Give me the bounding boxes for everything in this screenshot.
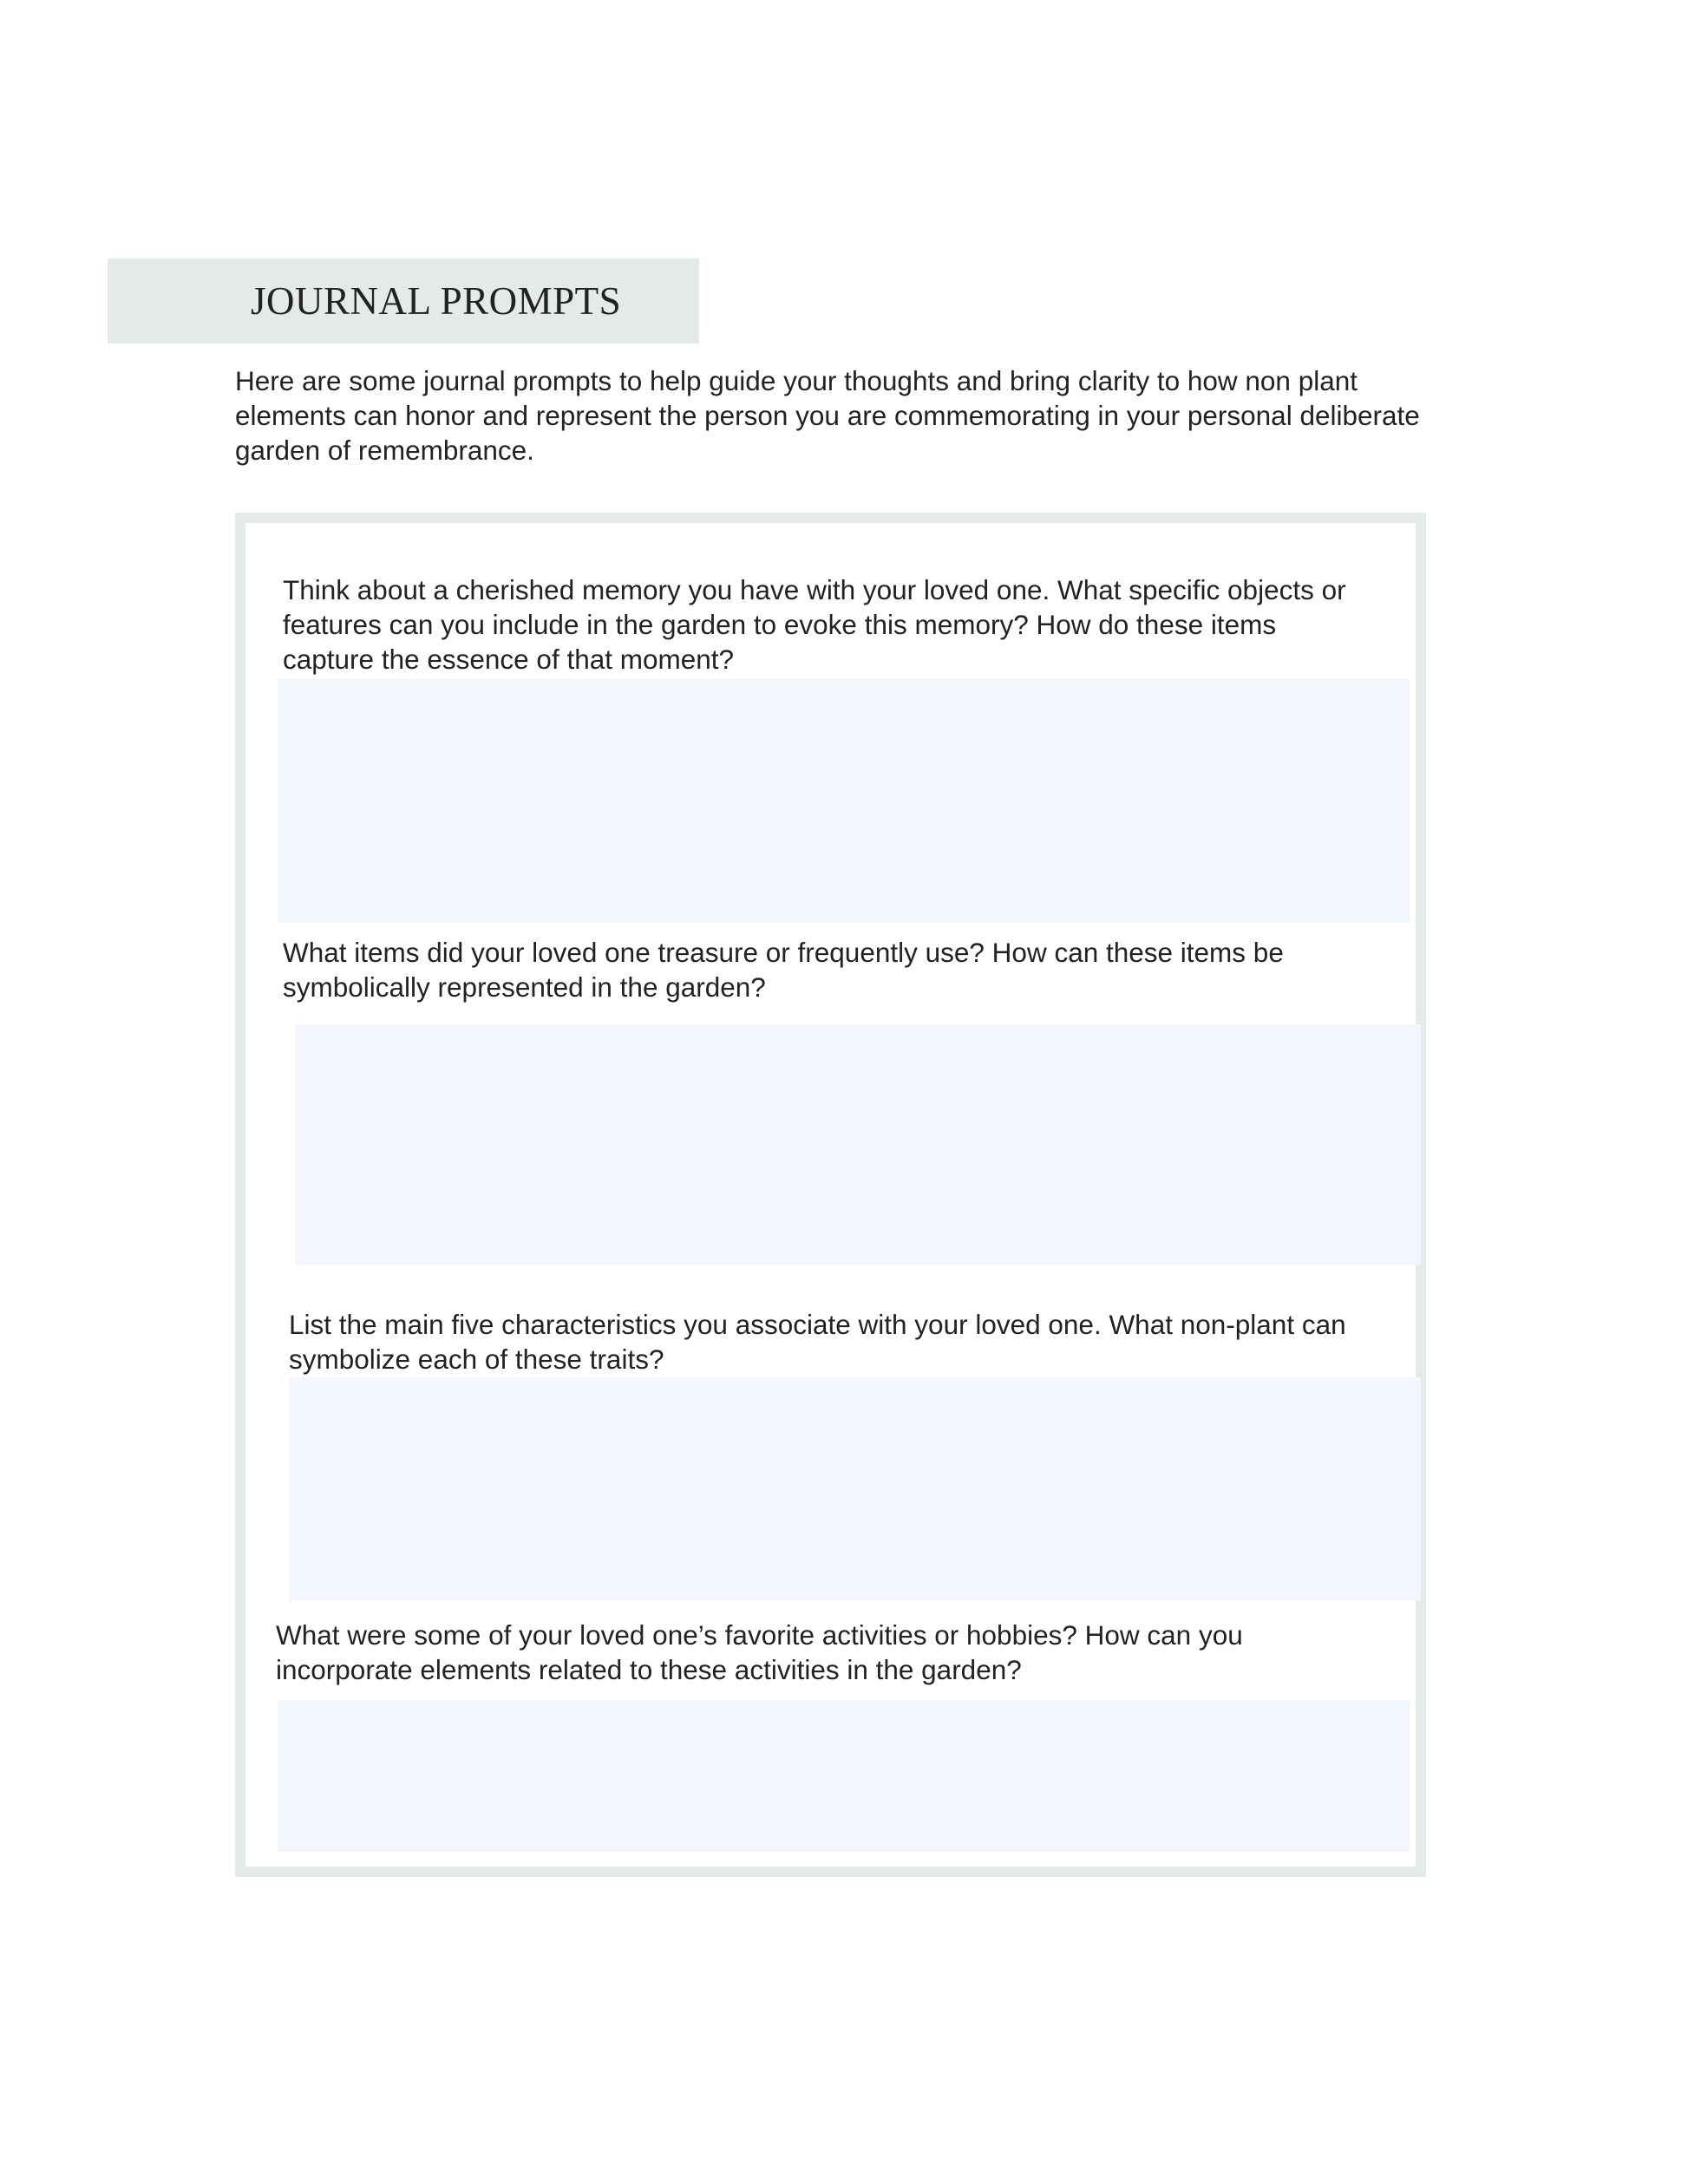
prompts-frame	[235, 513, 1426, 1877]
prompt-4-question: What were some of your loved one’s favorite activities or hobbies? How can you incorporate elements related to these activities in the garden?	[276, 1619, 1243, 1685]
prompt-2-answer-box[interactable]	[295, 1024, 1421, 1265]
prompt-1-question: Think about a cherished memory you have with your loved one. What specific objects or features can you include in the garden to evoke this memory? How do these items capture the essence of that moment?	[283, 574, 1346, 675]
prompt-4-answer-box[interactable]	[278, 1700, 1410, 1852]
prompt-1-answer-box[interactable]	[278, 679, 1410, 923]
page-title: JOURNAL PROMPTS	[251, 279, 622, 323]
title-banner	[108, 258, 699, 343]
prompt-3-question: List the main five characteristics you associate with your loved one. What non-plant can symbolize each of these traits?	[289, 1309, 1346, 1375]
prompt-3-answer-box[interactable]	[289, 1377, 1421, 1601]
intro-paragraph: Here are some journal prompts to help guide your thoughts and bring clarity to how non plant elements can honor and represent the person you are commemorating in your personal deliberate garden of remembrance.	[235, 365, 1420, 466]
prompt-2-question: What items did your loved one treasure or frequently use? How can these items be symbolically represented in the garden?	[283, 937, 1284, 1003]
